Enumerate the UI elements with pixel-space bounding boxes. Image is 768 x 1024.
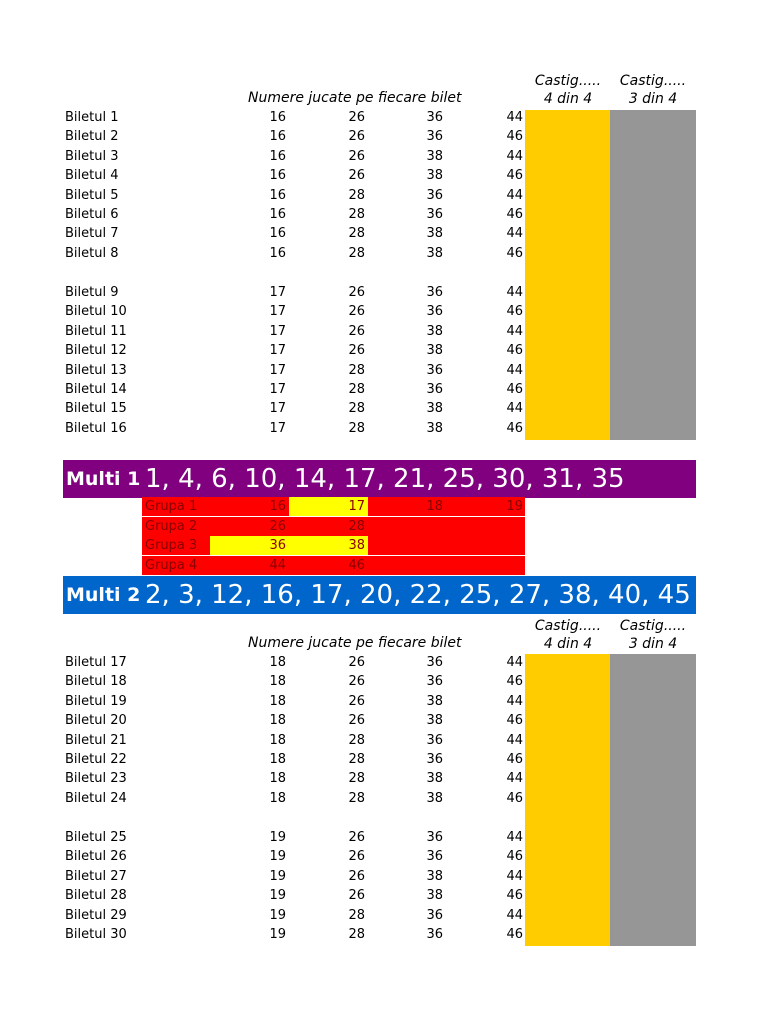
ticket-number: 17 [269,382,286,397]
col2-header-1-line2: 3 din 4 [628,91,678,107]
ticket-label: Biletul 23 [65,771,127,787]
ticket-number: 44 [506,323,523,339]
group-row [142,517,525,536]
ticket-number: 36 [426,732,443,748]
ticket-number: 26 [348,343,365,359]
group-value: 44 [269,557,286,573]
ticket-number: 46 [506,752,523,767]
ticket-number: 26 [348,304,365,320]
ticket-number: 18 [269,713,286,729]
ticket-number: 38 [426,888,443,904]
ticket-number: 36 [426,285,443,300]
group-row [142,556,525,575]
ticket-row [0,750,768,769]
multi2-numbers: 2, 3, 12, 16, 17, 20, 22, 25, 27, 38, 40, 45 [145,580,691,610]
ticket-number: 26 [348,713,365,729]
col2-header-2-line2: 3 din 4 [628,636,678,652]
ticket-number: 44 [506,148,523,164]
ticket-row [0,769,768,788]
ticket-label: Biletul 19 [65,693,127,709]
ticket-number: 36 [426,655,443,670]
multi1-label: Multi 1 [66,468,141,490]
ticket-number: 44 [506,732,523,748]
ticket-number: 46 [506,713,523,729]
ticket-number: 28 [348,362,365,378]
ticket-number: 28 [348,732,365,748]
ticket-number: 26 [348,168,365,184]
group-value: 19 [506,499,523,514]
ticket-label: Biletul 8 [65,245,119,261]
ticket-number: 28 [348,907,365,923]
group-label: Grupa 4 [145,557,198,573]
ticket-number: 46 [506,849,523,865]
ticket-number: 16 [269,245,286,261]
group-row [142,497,525,516]
ticket-number: 16 [269,187,286,203]
ticket-number: 44 [506,362,523,378]
ticket-number: 44 [506,907,523,923]
ticket-number: 28 [348,927,365,942]
ticket-row [0,906,768,925]
ticket-number: 26 [348,129,365,145]
ticket-number: 44 [506,771,523,787]
ticket-number: 19 [269,849,286,865]
group-value: 26 [269,518,286,534]
ticket-label: Biletul 24 [65,790,127,806]
group-label: Grupa 2 [145,518,198,534]
ticket-label: Biletul 29 [65,907,127,923]
ticket-number: 28 [348,771,365,787]
ticket-label: Biletul 2 [65,129,119,145]
ticket-number: 26 [348,285,365,300]
ticket-number: 28 [348,226,365,242]
ticket-number: 46 [506,245,523,261]
col1-header-1-line2: 4 din 4 [543,91,593,107]
ticket-number: 28 [348,187,365,203]
ticket-number: 44 [506,401,523,417]
ticket-number: 46 [506,129,523,145]
ticket-number: 36 [426,907,443,923]
ticket-number: 28 [348,401,365,417]
col1-header-1 [525,72,611,108]
ticket-number: 38 [426,868,443,884]
ticket-number: 16 [269,226,286,242]
col1-header-2-line2: 4 din 4 [543,636,593,652]
ticket-number: 36 [426,849,443,865]
group-label: Grupa 3 [145,538,198,553]
ticket-number: 38 [426,168,443,184]
ticket-number: 26 [348,674,365,690]
ticket-number: 28 [348,420,365,436]
ticket-label: Biletul 15 [65,401,127,417]
ticket-number: 16 [269,168,286,184]
ticket-row [0,224,768,243]
ticket-number: 18 [269,771,286,787]
ticket-row [0,399,768,418]
ticket-row [0,419,768,438]
ticket-number: 28 [348,790,365,806]
multi2-label: Multi 2 [66,584,141,606]
ticket-label: Biletul 13 [65,362,127,378]
ticket-number: 38 [426,713,443,729]
ticket-row [0,886,768,905]
ticket-number: 46 [506,207,523,222]
ticket-number: 38 [426,790,443,806]
ticket-label: Biletul 9 [65,285,119,300]
ticket-number: 36 [426,927,443,942]
group-value: 17 [348,499,365,514]
ticket-number: 44 [506,226,523,242]
ticket-label: Biletul 11 [65,323,127,339]
col2-header-1 [610,72,696,108]
ticket-number: 36 [426,207,443,222]
ticket-number: 46 [506,674,523,690]
ticket-number: 38 [426,771,443,787]
ticket-row [0,847,768,866]
ticket-number: 19 [269,907,286,923]
ticket-number: 26 [348,323,365,339]
ticket-number: 28 [348,207,365,222]
col2-header-2 [610,617,696,653]
ticket-label: Biletul 3 [65,148,119,164]
ticket-row [0,731,768,750]
ticket-number: 38 [426,693,443,709]
ticket-number: 17 [269,343,286,359]
ticket-number: 36 [426,830,443,845]
ticket-number: 17 [269,401,286,417]
group-row [142,536,525,555]
ticket-number: 16 [269,110,286,125]
ticket-number: 44 [506,110,523,125]
ticket-row [0,672,768,691]
ticket-number: 26 [348,110,365,125]
ticket-number: 17 [269,323,286,339]
ticket-row [0,244,768,263]
ticket-row [0,166,768,185]
ticket-label: Biletul 25 [65,830,127,845]
ticket-row [0,361,768,380]
ticket-number: 38 [426,148,443,164]
ticket-number: 19 [269,888,286,904]
ticket-number: 36 [426,110,443,125]
group-value: 36 [269,538,286,553]
ticket-number: 38 [426,245,443,261]
ticket-number: 26 [348,888,365,904]
ticket-number: 38 [426,401,443,417]
ticket-label: Biletul 16 [65,420,127,436]
ticket-number: 36 [426,187,443,203]
ticket-label: Biletul 10 [65,304,127,320]
ticket-number: 18 [269,674,286,690]
ticket-number: 26 [348,693,365,709]
ticket-number: 26 [348,655,365,670]
ticket-row [0,108,768,127]
ticket-row [0,322,768,341]
group-value: 46 [348,557,365,573]
ticket-row [0,302,768,321]
ticket-number: 46 [506,790,523,806]
ticket-number: 18 [269,693,286,709]
group-label: Grupa 1 [145,499,198,514]
ticket-number: 19 [269,830,286,845]
col2-header-1-line1: Castig..... [619,73,687,89]
ticket-number: 17 [269,420,286,436]
ticket-row [0,283,768,302]
ticket-number: 16 [269,129,286,145]
ticket-number: 18 [269,752,286,767]
group-value: 16 [269,499,286,514]
ticket-label: Biletul 18 [65,674,127,690]
multi1-numbers: 1, 4, 6, 10, 14, 17, 21, 25, 30, 31, 35 [145,464,625,494]
ticket-number: 26 [348,148,365,164]
group-value: 38 [348,538,365,553]
ticket-number: 18 [269,790,286,806]
ticket-number: 36 [426,752,443,767]
group-value: 28 [348,518,365,534]
ticket-row [0,341,768,360]
ticket-row [0,147,768,166]
ticket-row [0,127,768,146]
ticket-number: 28 [348,382,365,397]
ticket-number: 46 [506,382,523,397]
ticket-label: Biletul 4 [65,168,119,184]
ticket-label: Biletul 27 [65,868,127,884]
ticket-row [0,653,768,672]
ticket-number: 44 [506,187,523,203]
ticket-row [0,380,768,399]
ticket-label: Biletul 5 [65,187,119,203]
ticket-number: 26 [348,830,365,845]
ticket-number: 44 [506,830,523,845]
ticket-number: 28 [348,245,365,261]
ticket-row [0,867,768,886]
ticket-label: Biletul 6 [65,207,119,222]
ticket-label: Biletul 30 [65,927,127,942]
ticket-number: 28 [348,752,365,767]
ticket-number: 26 [348,849,365,865]
multi2-banner [63,576,696,614]
ticket-number: 46 [506,888,523,904]
ticket-number: 38 [426,420,443,436]
ticket-number: 36 [426,304,443,320]
ticket-label: Biletul 7 [65,226,119,242]
ticket-number: 44 [506,285,523,300]
ticket-number: 36 [426,674,443,690]
ticket-number: 44 [506,655,523,670]
ticket-number: 38 [426,323,443,339]
numbers-title-2: Numere jucate pe fiecare bilet [248,635,462,651]
ticket-number: 16 [269,148,286,164]
ticket-number: 16 [269,207,286,222]
ticket-number: 46 [506,343,523,359]
ticket-label: Biletul 21 [65,732,127,748]
ticket-number: 17 [269,362,286,378]
ticket-number: 46 [506,927,523,942]
ticket-label: Biletul 22 [65,752,127,767]
col1-header-2-line1: Castig..... [534,618,602,634]
ticket-label: Biletul 14 [65,382,127,397]
ticket-number: 38 [426,226,443,242]
ticket-row [0,925,768,944]
ticket-number: 19 [269,927,286,942]
ticket-row [0,789,768,808]
ticket-number: 17 [269,304,286,320]
ticket-number: 46 [506,168,523,184]
ticket-number: 46 [506,304,523,320]
col1-header-1-line1: Castig..... [534,73,602,89]
ticket-number: 18 [269,655,286,670]
ticket-row [0,711,768,730]
ticket-number: 19 [269,868,286,884]
ticket-number: 36 [426,129,443,145]
col1-header-2 [525,617,611,653]
ticket-number: 26 [348,868,365,884]
numbers-title-1: Numere jucate pe fiecare bilet [248,90,462,106]
ticket-number: 36 [426,362,443,378]
col2-header-2-line1: Castig..... [619,618,687,634]
multi1-banner [63,460,696,498]
ticket-number: 44 [506,693,523,709]
ticket-number: 17 [269,285,286,300]
ticket-row [0,186,768,205]
ticket-row [0,828,768,847]
ticket-label: Biletul 1 [65,110,119,125]
ticket-number: 18 [269,732,286,748]
ticket-row [0,692,768,711]
ticket-number: 38 [426,343,443,359]
ticket-label: Biletul 17 [65,655,127,670]
ticket-number: 46 [506,420,523,436]
ticket-label: Biletul 12 [65,343,127,359]
ticket-number: 44 [506,868,523,884]
ticket-label: Biletul 28 [65,888,127,904]
ticket-row [0,205,768,224]
ticket-number: 36 [426,382,443,397]
ticket-label: Biletul 20 [65,713,127,729]
ticket-label: Biletul 26 [65,849,127,865]
group-value: 18 [426,499,443,514]
